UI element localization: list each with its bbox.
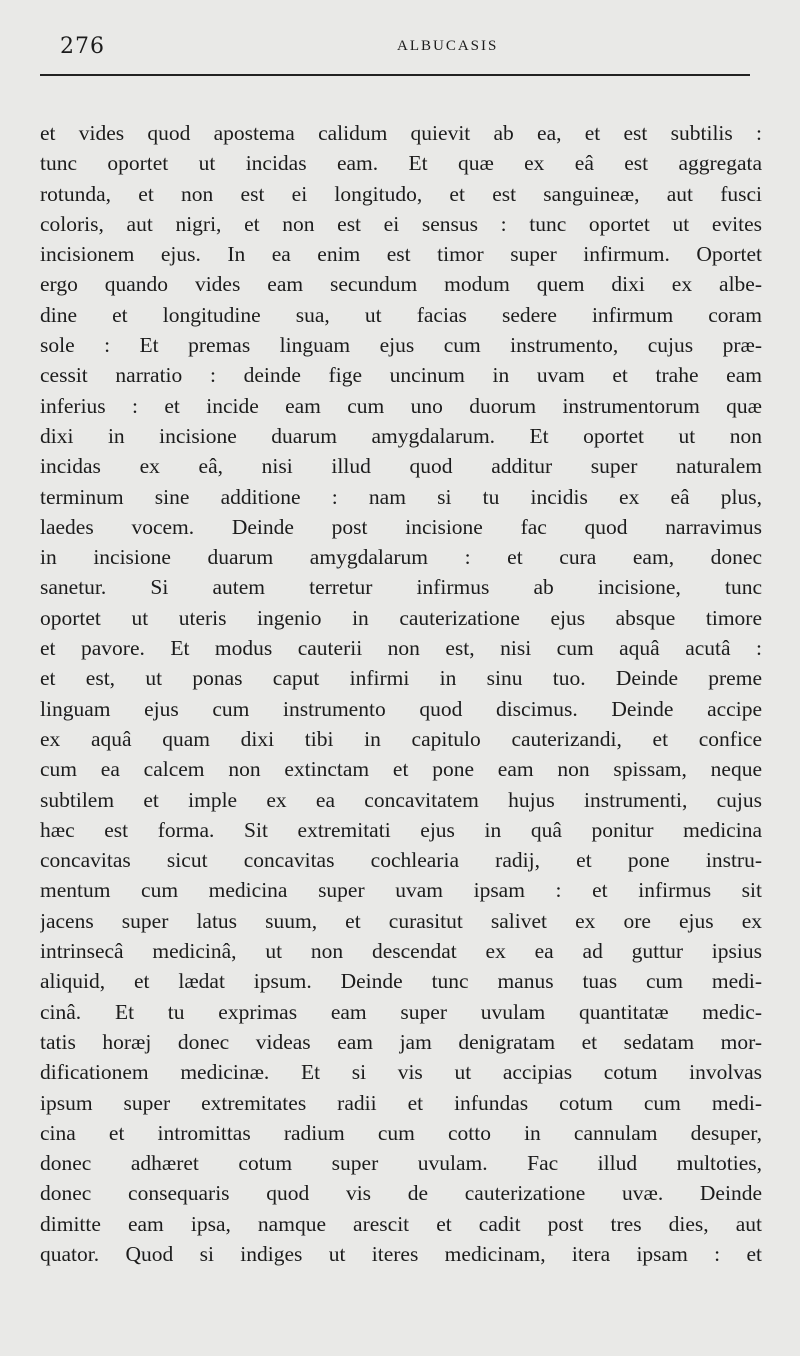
text-line: cinâ. Et tu exprimas eam super uvulam quantitatæ medic- bbox=[40, 999, 762, 1024]
body-text bbox=[40, 118, 762, 1269]
text-line: cessit narratio : deinde fige uncinum in uvam et trahe eam bbox=[40, 363, 762, 388]
text-line: cina et intromittas radium cum cotto in cannulam desuper, bbox=[40, 1120, 762, 1145]
text-line: incisionem ejus. In ea enim est timor super infirmum. Oportet bbox=[40, 242, 762, 267]
text-line: mentum cum medicina super uvam ipsam : et infirmus sit bbox=[40, 878, 762, 903]
text-line: ergo quando vides eam secundum modum quem dixi ex albe- bbox=[40, 272, 762, 297]
text-line: in incisione duarum amygdalarum : et cura eam, donec bbox=[40, 545, 762, 570]
text-line: donec consequaris quod vis de cauterizatione uvæ. Deinde bbox=[40, 1181, 762, 1206]
page-header bbox=[60, 34, 750, 64]
text-line: rotunda, et non est ei longitudo, et est sanguineæ, aut fusci bbox=[40, 181, 762, 206]
text-line: et est, ut ponas caput infirmi in sinu tuo. Deinde preme bbox=[40, 666, 762, 691]
text-line: terminum sine additione : nam si tu incidis ex eâ plus, bbox=[40, 484, 762, 509]
text-line: et pavore. Et modus cauterii non est, nisi cum aquâ acutâ : bbox=[40, 636, 762, 661]
text-line: aliquid, et lædat ipsum. Deinde tunc manus tuas cum medi- bbox=[40, 969, 762, 994]
text-line: sole : Et premas linguam ejus cum instrumento, cujus præ- bbox=[40, 333, 762, 358]
text-line: hæc est forma. Sit extremitati ejus in quâ ponitur medicina bbox=[40, 817, 762, 842]
text-line: laedes vocem. Deinde post incisione fac quod narravimus bbox=[40, 514, 762, 539]
text-line: ipsum super extremitates radii et infundas cotum cum medi- bbox=[40, 1090, 762, 1115]
text-line: inferius : et incide eam cum uno duorum instrumentorum quæ bbox=[40, 393, 762, 418]
text-line: ex aquâ quam dixi tibi in capitulo cauterizandi, et confice bbox=[40, 726, 762, 751]
text-line: coloris, aut nigri, et non est ei sensus : tunc oportet ut evites bbox=[40, 211, 762, 236]
text-line: tatis horæj donec videas eam jam denigratam et sedatam mor- bbox=[40, 1029, 762, 1054]
text-line: cum ea calcem non extinctam et pone eam non spissam, neque bbox=[40, 757, 762, 782]
text-line: oportet ut uteris ingenio in cauterizatione ejus absque timore bbox=[40, 605, 762, 630]
text-line: et vides quod apostema calidum quievit ab ea, et est subtilis : bbox=[40, 121, 762, 145]
text-line: dixi in incisione duarum amygdalarum. Et oportet ut non bbox=[40, 423, 762, 448]
text-line: linguam ejus cum instrumento quod discimus. Deinde accipe bbox=[40, 696, 762, 721]
text-line: dificationem medicinæ. Et si vis ut accipias cotum involvas bbox=[40, 1060, 762, 1085]
text-line: dimitte eam ipsa, namque arescit et cadit post tres dies, aut bbox=[40, 1211, 762, 1236]
text-line: quator. Quod si indiges ut iteres medicinam, itera ipsam : et bbox=[40, 1241, 762, 1266]
text-line: intrinsecâ medicinâ, ut non descendat ex ea ad guttur ipsius bbox=[40, 939, 762, 964]
text-line: subtilem et imple ex ea concavitatem hujus instrumenti, cujus bbox=[40, 787, 762, 812]
header-rule bbox=[40, 74, 750, 76]
text-line: dine et longitudine sua, ut facias sedere infirmum coram bbox=[40, 302, 762, 327]
running-title: ALBUCASIS bbox=[397, 38, 499, 54]
text-line: donec adhæret cotum super uvulam. Fac illud multoties, bbox=[40, 1151, 762, 1176]
text-line: concavitas sicut concavitas cochlearia radij, et pone instru- bbox=[40, 848, 762, 873]
text-line: jacens super latus suum, et curasitut salivet ex ore ejus ex bbox=[40, 908, 762, 933]
text-line: tunc oportet ut incidas eam. Et quæ ex eâ est aggregata bbox=[40, 151, 762, 176]
text-line: incidas ex eâ, nisi illud quod additur super naturalem bbox=[40, 454, 762, 479]
text-line: sanetur. Si autem terretur infirmus ab incisione, tunc bbox=[40, 575, 762, 600]
page-number: 276 bbox=[60, 34, 105, 59]
